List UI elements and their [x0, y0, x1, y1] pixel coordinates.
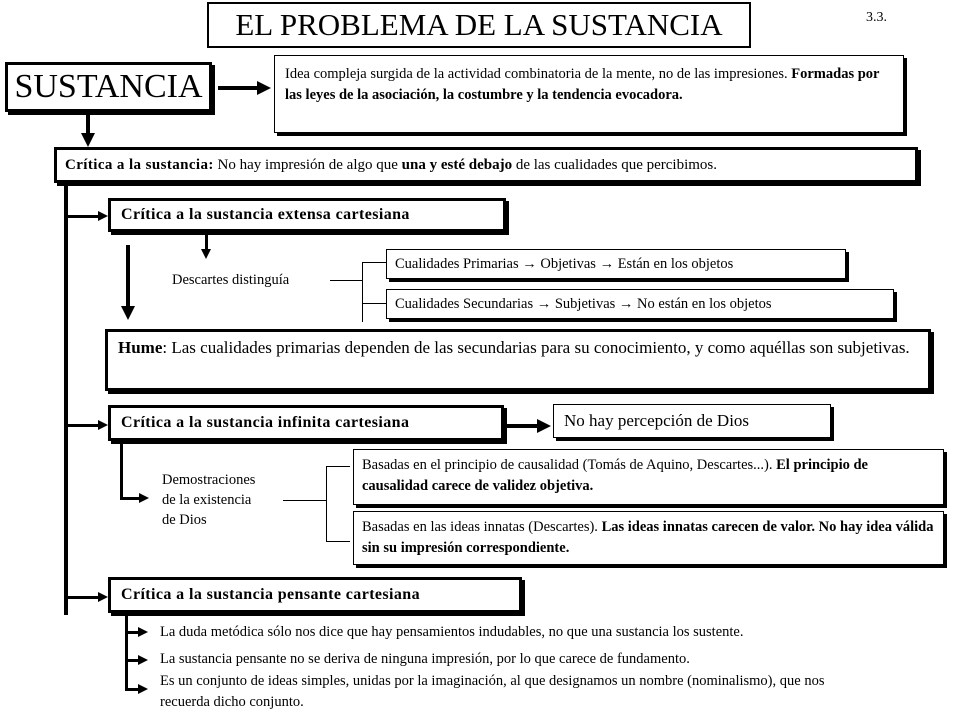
- connector: [326, 466, 350, 467]
- no-percepcion-box: [553, 404, 831, 438]
- critica-bold: una y esté debajo: [401, 157, 513, 173]
- pensante-item: La sustancia pensante no se deriva de ninguna impresión, por lo que carece de fundamento.: [160, 651, 690, 667]
- causalidad-box: [353, 449, 944, 505]
- infinita-heading-box: [108, 405, 504, 441]
- bracket: [326, 466, 327, 542]
- connector: [504, 424, 538, 428]
- arrow-right-icon: [138, 655, 148, 665]
- bracket: [362, 262, 363, 322]
- pensante-heading-box: [108, 577, 522, 613]
- innatas-bold: Las ideas innatas carecen de valor. No hay idea válida sin su impresión correspondiente.: [362, 519, 934, 556]
- connector: [126, 245, 130, 308]
- infinita-heading: Crítica a la sustancia infinita cartesiana: [121, 414, 410, 431]
- demostraciones-line: de Dios: [162, 512, 207, 528]
- arrow-right-icon: [98, 592, 108, 602]
- connector: [125, 631, 139, 634]
- causalidad-bold: El principio de causalidad carece de validez objetiva.: [362, 457, 868, 494]
- connector: [283, 500, 326, 501]
- connector: [66, 215, 100, 218]
- page-title: EL PROBLEMA DE LA SUSTANCIA: [235, 7, 723, 42]
- causalidad-text: Basadas en el principio de causalidad (Tomás de Aquino, Descartes...).: [362, 457, 777, 473]
- primarias-box: [386, 249, 846, 279]
- definition-bold: Formadas por las leyes de la asociación, la costumbre y la tendencia evocadora.: [285, 66, 880, 103]
- connector: [125, 613, 128, 691]
- connector: [362, 262, 386, 263]
- pensante-item: La duda metódica sólo nos dice que hay pensamientos indudables, no que una sustancia los sustente.: [160, 624, 744, 640]
- hume-label: Hume: [118, 338, 163, 357]
- connector: [218, 86, 260, 90]
- arrow-right-icon: [138, 684, 148, 694]
- connector: [330, 280, 362, 281]
- hume-box: [105, 329, 931, 391]
- connector: [120, 497, 140, 500]
- hume-text: : Las cualidades primarias dependen de las secundarias para su conocimiento, y como aquéllas son subjetivas.: [162, 338, 910, 357]
- extensa-heading: Crítica a la sustancia extensa cartesiana: [121, 206, 410, 223]
- arrow-right-icon: [98, 211, 108, 221]
- connector: [205, 232, 208, 250]
- extensa-heading-box: [108, 198, 506, 232]
- primarias-text: Cualidades Primarias → Objetivas → Están en los objetos: [395, 256, 734, 272]
- arrow-down-icon: [201, 249, 211, 259]
- main-term-box: [5, 62, 212, 112]
- arrow-down-icon: [81, 133, 95, 147]
- definition-box: [274, 55, 904, 133]
- demostraciones-label: [162, 470, 255, 530]
- demostraciones-line: de la existencia: [162, 492, 252, 508]
- main-term: SUSTANCIA: [14, 68, 203, 105]
- innatas-text: Basadas en las ideas innatas (Descartes).: [362, 519, 602, 535]
- critica-box: [54, 147, 918, 183]
- demostraciones-line: Demostraciones: [162, 472, 256, 488]
- connector: [66, 424, 100, 427]
- secundarias-text: Cualidades Secundarias → Subjetivas → No están en los objetos: [395, 296, 772, 312]
- secundarias-box: [386, 289, 894, 319]
- innatas-box: [353, 511, 944, 565]
- critica-label: Crítica a la sustancia:: [65, 157, 214, 173]
- arrow-right-icon: [537, 419, 551, 433]
- pensante-heading: Crítica a la sustancia pensante cartesiana: [121, 586, 421, 603]
- arrow-right-icon: [138, 627, 148, 637]
- connector: [125, 688, 139, 691]
- pensante-item: Es un conjunto de ideas simples, unidas por la imaginación, al que designamos un nombre (nominalismo), que nos recuerda dicho conjunto.: [160, 673, 825, 710]
- descartes-label: Descartes distinguía: [172, 272, 290, 288]
- connector: [66, 596, 100, 599]
- connector: [120, 441, 123, 499]
- connector: [125, 659, 139, 662]
- arrow-right-icon: [257, 81, 271, 95]
- connector: [326, 541, 350, 542]
- arrow-down-icon: [121, 306, 135, 320]
- title-box: [207, 2, 751, 48]
- no-percepcion-text: No hay percepción de Dios: [564, 411, 750, 430]
- connector: [362, 303, 386, 304]
- definition-text: Idea compleja surgida de la actividad combinatoria de la mente, no de las impresiones.: [285, 66, 792, 82]
- critica-text-2: de las cualidades que percibimos.: [512, 157, 718, 173]
- slide-number: 3.3.: [866, 10, 887, 25]
- main-spine: [64, 180, 68, 615]
- critica-text-1: No hay impresión de algo que: [213, 157, 402, 173]
- arrow-right-icon: [98, 420, 108, 430]
- arrow-right-icon: [139, 493, 149, 503]
